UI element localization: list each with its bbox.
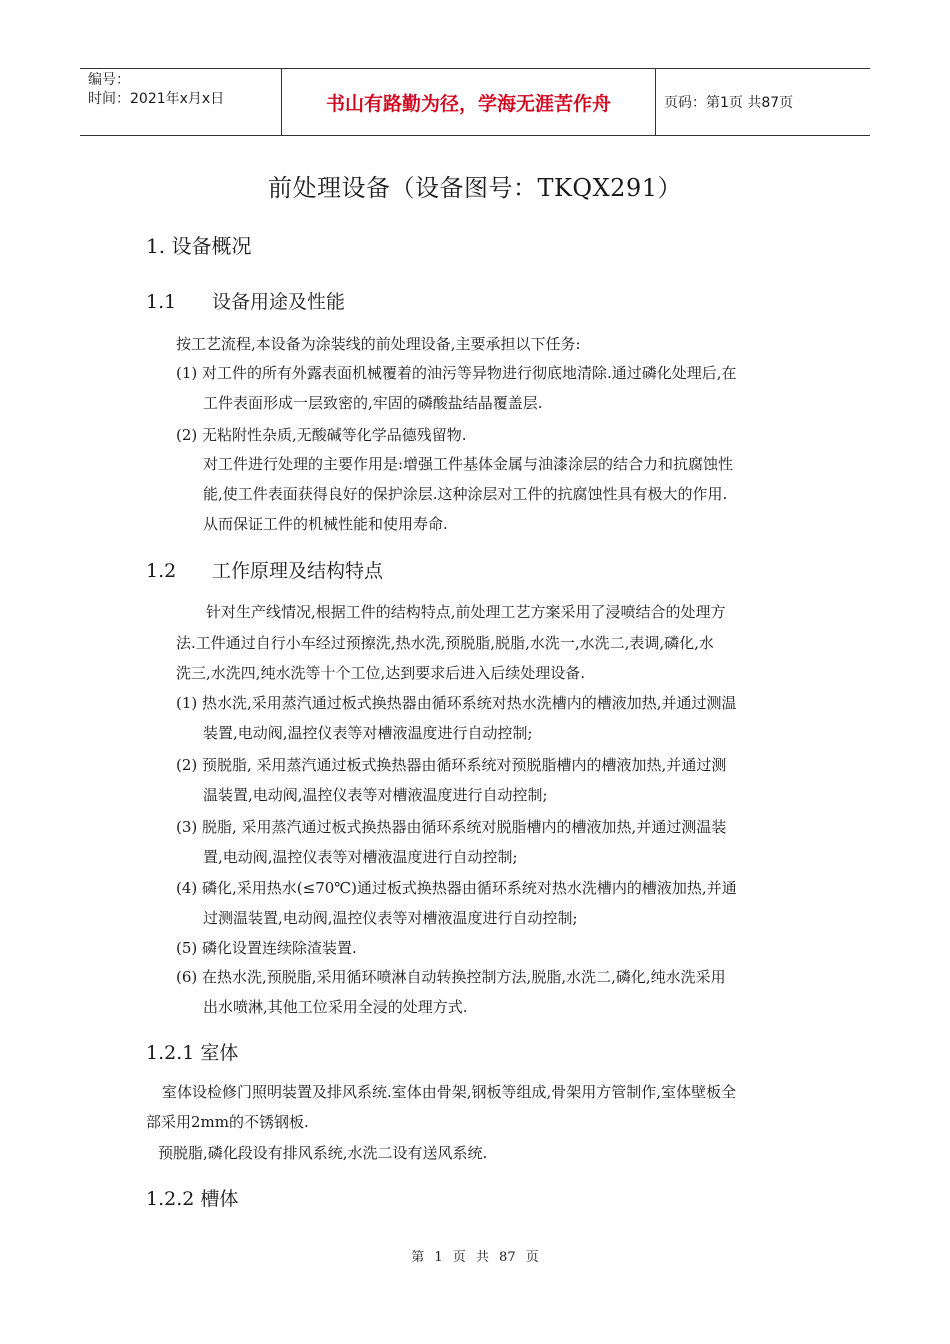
number-label: 编号： [88,72,130,88]
paragraph-line: (3) 脱脂, 采用蒸汽通过板式换热器由循环系统对脱脂槽内的槽液加热,并通过测温装 [176,818,727,836]
time-label: 时间：2021年x月x日 [88,91,225,107]
paragraph-line: 置,电动阀,温控仪表等对槽液温度进行自动控制; [203,848,518,866]
paragraph-line: 预脱脂,磷化段设有排风系统,水洗二设有送风系统. [158,1144,488,1162]
paragraph-line: 工件表面形成一层致密的,牢固的磷酸盐结晶覆盖层. [203,394,543,412]
paragraph-line: 温装置,电动阀,温控仪表等对槽液温度进行自动控制; [203,786,548,804]
document-header [80,68,870,136]
paragraph-line: 能,使工件表面获得良好的保护涂层.这种涂层对工件的抗腐蚀性具有极大的作用. [203,485,728,503]
paragraph-line: (1) 热水洗,采用蒸汽通过板式换热器由循环系统对热水洗槽内的槽液加热,并通过测温 [176,694,737,712]
section-number: 1.2 [146,560,177,582]
paragraph-line: 装置,电动阀,温控仪表等对槽液温度进行自动控制; [203,724,533,742]
paragraph-line: 出水喷淋,其他工位采用全浸的处理方式. [203,998,468,1016]
paragraph-line: 对工件进行处理的主要作用是:增强工件基体金属与油漆涂层的结合力和抗腐蚀性 [203,455,734,473]
section-1-heading: 1. 设备概况 [146,234,252,258]
paragraph-line: 按工艺流程,本设备为涂装线的前处理设备,主要承担以下任务: [176,335,581,353]
document-title: 前处理设备（设备图号：TKQX291） [267,174,682,202]
section-1-2-heading [146,556,383,583]
section-title: 设备用途及性能 [212,291,346,313]
header-left-cell [80,69,282,135]
paragraph-line: 针对生产线情况,根据工件的结构特点,前处理工艺方案采用了浸喷结合的处理方 [206,603,726,621]
paragraph-line: 室体设检修门照明装置及排风系统.室体由骨架,钢板等组成,骨架用方管制作,室体壁板全 [162,1083,737,1101]
paragraph-line: 法.工件通过自行小车经过预擦洗,热水洗,预脱脂,脱脂,水洗一,水洗二,表调,磷化,水 [176,634,714,652]
paragraph-line: 部采用2mm的不锈钢板. [146,1113,309,1131]
section-1-1-heading [146,287,345,314]
paragraph-line: 洗三,水洗四,纯水洗等十个工位,达到要求后进入后续处理设备. [176,664,586,682]
paragraph-line: (5) 磷化设置连续除渣装置. [176,939,357,957]
paragraph-line: (6) 在热水洗,预脱脂,采用循环喷淋自动转换控制方法,脱脂,水洗二,磷化,纯水洗采用 [176,968,726,986]
section-title: 工作原理及结构特点 [212,560,384,582]
paragraph-line: (2) 无粘附性杂质,无酸碱等化学品德残留物. [176,426,467,444]
header-page-info: 页码：第1页 共87页 [664,95,794,111]
paragraph-line: (2) 预脱脂, 采用蒸汽通过板式换热器由循环系统对预脱脂槽内的槽液加热,并通过测 [176,756,727,774]
section-number: 1.1 [146,291,177,313]
paragraph-line: (1) 对工件的所有外露表面机械覆着的油污等异物进行彻底地清除.通过磷化处理后,在 [176,364,737,382]
paragraph-line: 过测温装置,电动阀,温控仪表等对槽液温度进行自动控制; [203,909,578,927]
page-footer: 第 1 页 共 87 页 [411,1250,539,1265]
section-1-2-2-heading: 1.2.2 槽体 [146,1188,239,1210]
paragraph-line: (4) 磷化,采用热水(≤70℃)通过板式换热器由循环系统对热水洗槽内的槽液加热,并通 [176,879,737,897]
paragraph-line: 从而保证工件的机械性能和使用寿命. [203,515,448,533]
header-motto: 书山有路勤为径，学海无涯苦作舟 [282,69,656,135]
section-1-2-1-heading: 1.2.1 室体 [146,1042,239,1064]
